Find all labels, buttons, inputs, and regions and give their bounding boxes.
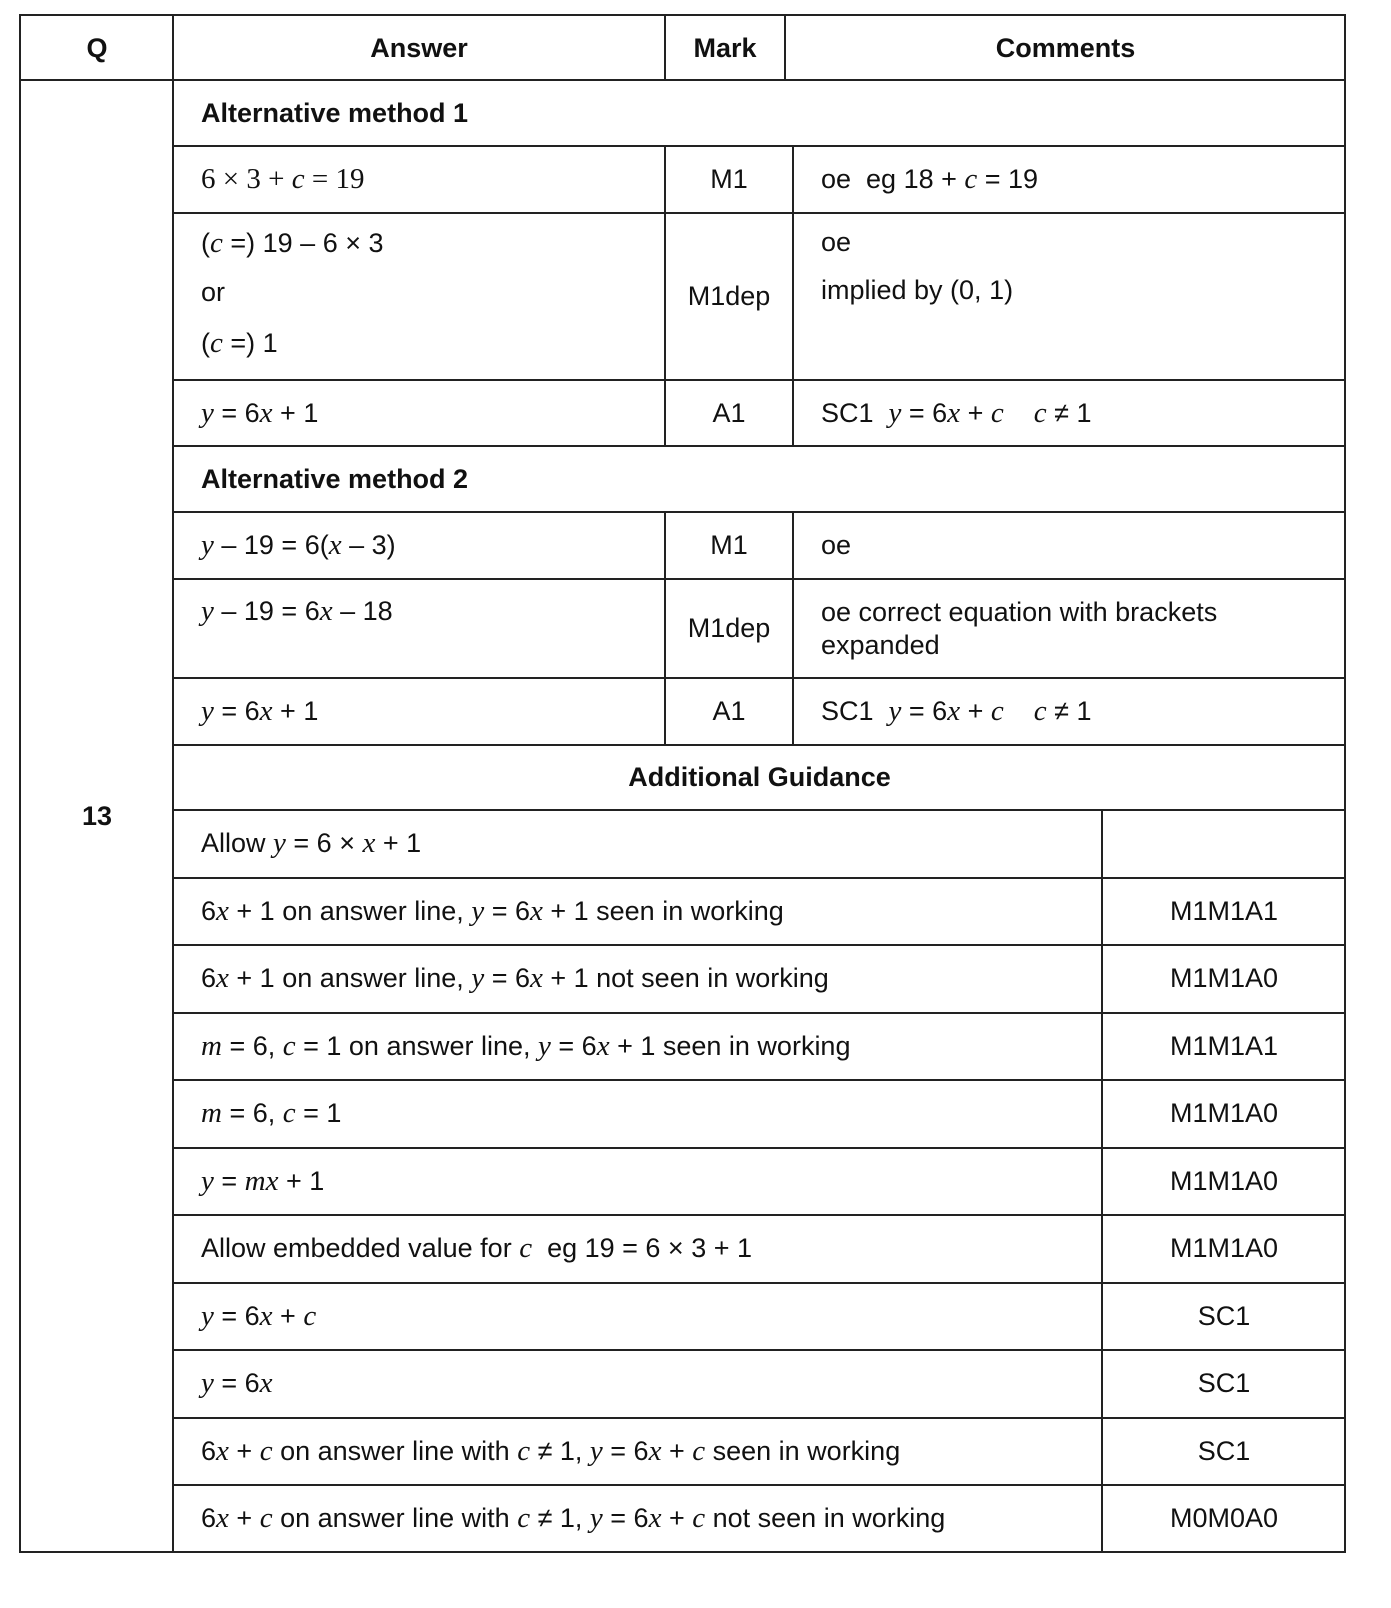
header-q: Q [86,32,108,63]
question-number: 13 [81,801,113,831]
header-comments: Comments [995,32,1136,63]
guidance-row: 6x + c on answer line with c ≠ 1, y = 6x + c seen in working [201,1435,901,1467]
guidance-row: m = 6, c = 1 [201,1097,342,1129]
method2-title: Alternative method 2 [201,463,469,494]
method1-row1-comment: oe eg 18 + c = 19 [821,163,1039,195]
guidance-mark: M1M1A1 [1169,1031,1279,1061]
guidance-row: 6x + 1 on answer line, y = 6x + 1 seen in working [201,895,784,927]
method2-row3-mark: A1 [712,696,746,726]
guidance-row: y = mx + 1 [201,1165,325,1197]
guidance-mark: M1M1A1 [1169,896,1279,926]
method2-row3-answer: y = 6x + 1 [201,695,319,727]
divider [664,146,666,446]
guidance-mark: M1M1A0 [1169,1233,1279,1263]
guidance-mark: M1M1A0 [1169,1098,1279,1128]
guidance-row: m = 6, c = 1 on answer line, y = 6x + 1 seen in working [201,1030,851,1062]
method2-row1-answer: y – 19 = 6(x – 3) [201,529,396,561]
header-answer: Answer [370,32,468,63]
guidance-mark: M0M0A0 [1169,1503,1279,1533]
guidance-mark: SC1 [1197,1368,1251,1398]
method1-row3-comment: SC1 y = 6x + c c ≠ 1 [821,396,1092,429]
guidance-mark: M1M1A0 [1169,1166,1279,1196]
guidance-row: 6x + 1 on answer line, y = 6x + 1 not seen in working [201,962,829,994]
method1-row3-mark: A1 [712,397,746,428]
guidance-row: 6x + c on answer line with c ≠ 1, y = 6x + c not seen in working [201,1502,946,1534]
guidance-row: Allow embedded value for c eg 19 = 6 × 3 + 1 [201,1232,752,1264]
divider [664,512,666,745]
method1-row3-answer: y = 6x + 1 [201,396,319,429]
method2-row2-mark: M1dep [687,613,771,643]
guidance-mark: M1M1A0 [1169,963,1279,993]
method1-title: Alternative method 1 [201,97,469,128]
method1-row1-answer: 6 × 3 + c = 19 [201,163,365,195]
guidance-row: y = 6x + c [201,1300,317,1332]
guidance-mark [1102,810,1346,877]
method1-row1-mark: M1 [710,164,748,194]
guidance-mark: SC1 [1197,1436,1251,1466]
divider [784,16,786,80]
guidance-row: Allow y = 6 × x + 1 [201,827,422,859]
method1-row2-comment: oe implied by (0, 1) [821,227,1014,305]
mark-scheme-table [19,14,1346,1553]
header-mark: Mark [693,32,757,63]
divider [792,146,794,446]
guidance-title: Additional Guidance [628,762,891,792]
method2-row1-mark: M1 [710,530,748,560]
guidance-row: y = 6x [201,1367,273,1399]
guidance-mark: SC1 [1197,1301,1251,1331]
method1-row2-mark: M1dep [687,280,771,311]
divider [792,512,794,745]
divider [664,16,666,80]
method1-row2-answer: (c =) 19 – 6 × 3 or (c =) 1 [201,227,384,359]
method2-row2-answer: y – 19 = 6x – 18 [201,595,393,627]
method2-row1-comment: oe [821,530,852,560]
method2-row2-comment: oe correct equation with brackets expanded [821,596,1218,660]
method2-row3-comment: SC1 y = 6x + c c ≠ 1 [821,695,1092,727]
